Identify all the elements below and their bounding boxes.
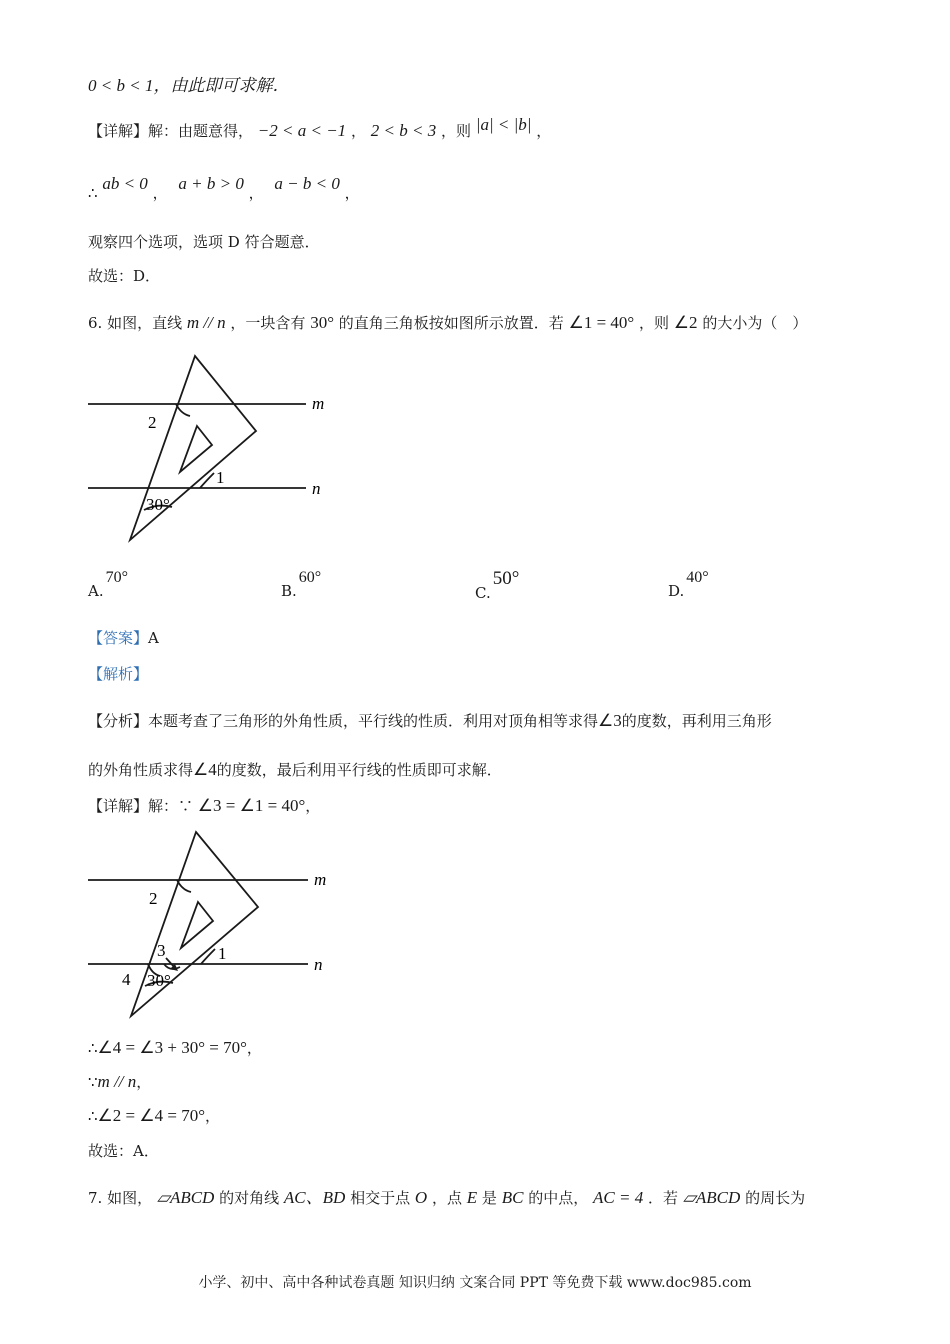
option-value: 40° [686,569,709,586]
option-value: 60° [298,569,322,586]
option-label: D. [668,582,685,600]
label-angle-3: 3 [157,941,166,960]
option-b [281,568,322,600]
comma: ， [246,1039,262,1057]
label-m: m [314,870,327,889]
option-value: 50° [492,568,520,589]
option-a [88,568,129,600]
question-number: 7. 如图， [88,1189,153,1207]
step-1 [88,1038,262,1058]
option-c [475,568,520,602]
option-label: C. [475,584,491,602]
label-angle-30: 30° [146,495,170,514]
label-n: n [312,479,321,498]
comma: ， [205,1107,221,1125]
stem-text: ．若 [648,1189,679,1207]
angle-2-expr: ∠2 [673,313,698,332]
angle-1-arc [200,473,214,488]
step-expr: ∠4 = ∠3 + 30° = 70° [97,1038,247,1057]
option-label: A. [88,582,104,600]
diagonals: AC、BD [283,1188,346,1207]
comma: ， [136,1073,152,1091]
label-angle-30: 30° [147,971,171,990]
analysis-tag: 【解析】 [88,665,149,683]
inequality-a: −2 < a < −1 [257,121,347,140]
question-7-stem [88,1188,805,1208]
parallelogram-name: ▱ABCD [682,1188,741,1207]
detail-line [88,796,320,816]
angle-4-expr: ∠4 [193,760,217,779]
label-n: n [314,955,323,974]
comma: ， [248,184,264,202]
label-angle-1: 1 [216,468,225,487]
stem-text: ，点 [431,1189,462,1207]
math-text: 0 < b < 1，由此即可求解． [88,76,290,95]
point-o: O [414,1188,428,1207]
detail-label: 【详解】解：由题意得， [88,122,254,140]
stem-text: 的周长为 [745,1189,806,1207]
question-number: 6. 如图，直线 [88,314,183,332]
comma: ， [536,122,552,140]
comma: ， [152,184,168,202]
analysis-text: 的度数，再利用三角形 [621,712,772,730]
label-m: m [312,394,325,413]
because-symbol: ∵ [88,1073,98,1091]
stem-text: 相交于点 [350,1189,411,1207]
stem-text: ，一块含有 [230,314,306,332]
label-angle-2: 2 [148,413,157,432]
analysis-text: 的外角性质求得 [88,761,194,779]
analysis-text: 【分析】本题考查了三角形的外角性质，平行线的性质．利用对顶角相等求得 [88,712,599,730]
point-e: E [466,1188,478,1207]
analysis-line-2 [88,760,502,780]
stem-text: 的大小为（ ） [702,314,808,332]
option-value: 70° [105,569,129,586]
expr-a-plus-b: a + b > 0 [178,174,244,193]
detail-label: 【详解】解：∵ [88,797,194,815]
step-expr: m // n [97,1072,137,1091]
therefore-symbol: ∴ [88,184,98,202]
parallelogram-name: ▱ABCD [156,1188,215,1207]
page-footer: 小学、初中、高中各种试卷真题 知识归纳 文案合同 PPT 等免费下载 www.doc985.com [198,1275,752,1291]
inequality-b: 2 < b < 3 [370,121,437,140]
detail-expr: ∠3 = ∠1 = 40° [197,796,306,815]
stem-text: 的直角三角板按如图所示放置．若 [338,314,564,332]
set-square-inner [180,426,212,472]
comma: ， [305,797,321,815]
answer-tag: 【答案】 [88,629,149,647]
conjunction: ，则 [441,122,472,140]
option-label: B. [281,582,297,600]
step-3 [88,1106,220,1126]
step-expr: ∠2 = ∠4 = 70° [97,1106,206,1125]
stem-text: 的中点， [528,1189,589,1207]
label-angle-1: 1 [218,944,227,963]
answer-line [88,628,159,648]
stem-text: 的对角线 [219,1189,280,1207]
set-square-inner [181,902,213,948]
angle-30: 30° [310,313,334,332]
conclusion-line: 故选：A． [88,1142,159,1160]
angle-3-expr: ∠3 [598,711,622,730]
stem-text: 是 [481,1189,497,1207]
expr-ab: ab < 0 [102,174,148,193]
comma: ， [344,184,360,202]
angle-1-arc [201,949,215,964]
comma: ， [350,122,366,140]
abs-inequality: |a| < |b| [475,115,532,134]
therefore-symbol: ∴ [88,1039,98,1057]
answer-value: A [148,629,159,647]
observation-line: 观察四个选项，选项 D 符合题意． [88,233,320,251]
step-2 [88,1072,151,1092]
segment-bc: BC [501,1188,524,1207]
label-angle-4: 4 [122,970,131,989]
parallel-expr: m // n [186,313,226,332]
label-angle-2: 2 [149,889,158,908]
analysis-text: 的度数，最后利用平行线的性质即可求解． [216,761,502,779]
therefore-symbol: ∴ [88,1107,98,1125]
analysis-line-1 [88,711,772,731]
option-d [668,568,709,600]
figure-1 [88,356,306,540]
ac-length: AC = 4 [593,1188,644,1207]
expr-a-minus-b: a − b < 0 [274,174,340,193]
stem-text: ，则 [639,314,670,332]
figure-2 [88,832,308,1016]
choice-line: 故选：D． [88,267,161,285]
angle-1-expr: ∠1 = 40° [568,313,635,332]
